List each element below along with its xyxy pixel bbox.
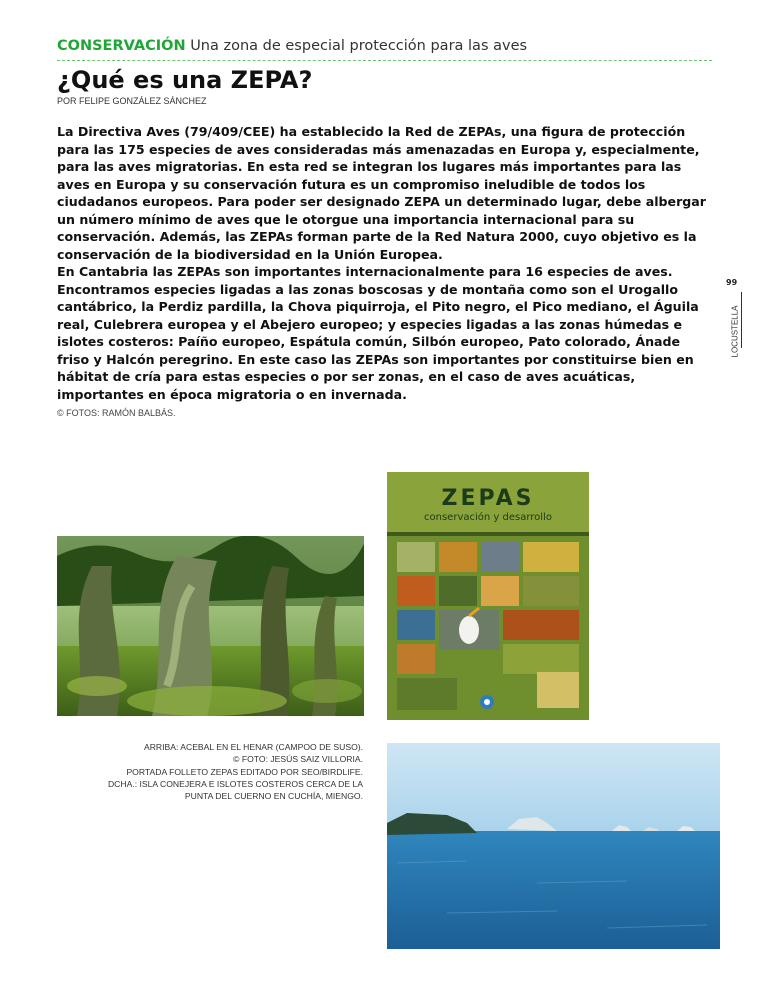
dashed-divider (57, 60, 712, 61)
caption-line: PUNTA DEL CUERNO EN CUCHÍA, MIENGO. (184, 791, 363, 802)
coast-photo (387, 743, 720, 949)
paragraph-2: En Cantabria las ZEPAs son importantes internacionalmente para 16 especies de aves. Encontramos especies ligadas a las zonas boscosas y de montaña como son el Urogallo cantábrico, la Perdiz pardilla, la Chova piquirroja, el Pito negro, el Pico mediano, el Águila real, Culebrera europea y el Abejero europeo; y especies ligadas a las zonas húmedas e islotes costeros: Paíño europeo, Espátula común, Silbón europeo, Pato colorado, Ánade friso y Halcón peregrino. En este caso las ZEPAs son importantes por constituirse bien en hábitat de cría para estas especies o por ser zonas, en el caso de aves acuáticas, importantes en época migratoria o en invernada. (57, 264, 699, 402)
booklet-cover (387, 472, 589, 720)
page-number: 99 (726, 278, 738, 287)
caption-line: © FOTO: JESÚS SAIZ VILLORIA. (233, 754, 363, 765)
paragraph-1: La Directiva Aves (79/409/CEE) ha establecido la Red de ZEPAs, una figura de protección para las 175 especies de aves consideradas más amenazadas en Europa y, especialmente, para las aves migratorias. En esta red se integran los lugares más importantes para las aves en Europa y su conservación futura es un compromiso ineludible de todos los ciudadanos europeos. Para poder ser designado ZEPA un determinado lugar, debe albergar un número mínimo de aves que le otorgue una importancia internacional para su conservación. Además, las ZEPAs forman parte de la Red Natura 2000, cuyo objetivo es la conservación de la biodiversidad en la Unión Europea. (57, 124, 707, 262)
forest-photo (57, 536, 364, 716)
caption-line: ARRIBA: ACEBAL EN EL HENAR (CAMPOO DE SUSO). (143, 742, 363, 752)
caption-line: PORTADA FOLLETO ZEPAS EDITADO POR SEO/BIRDLIFE. (126, 766, 363, 777)
booklet-subtitle: conservación y desarrollo (424, 512, 552, 523)
section-subtitle: Una zona de especial protección para las aves (190, 38, 528, 54)
photo-caption (80, 741, 363, 802)
article-byline: POR FELIPE GONZÁLEZ SÁNCHEZ (57, 96, 207, 106)
photo-credit: © FOTOS: RAMÓN BALBÁS. (57, 408, 176, 418)
section-name: CONSERVACIÓN (57, 38, 186, 54)
magazine-name: LOCUSTELLA (730, 305, 740, 358)
page-side-label (722, 258, 762, 358)
side-rule (741, 292, 742, 348)
caption-line: DCHA.: ISLA CONEJERA E ISLOTES COSTEROS CERCA DE LA (107, 778, 363, 789)
booklet-title: ZEPAS (441, 486, 535, 511)
article-body (57, 123, 712, 403)
section-header (57, 38, 527, 54)
article-title: ¿Qué es una ZEPA? (57, 66, 313, 94)
